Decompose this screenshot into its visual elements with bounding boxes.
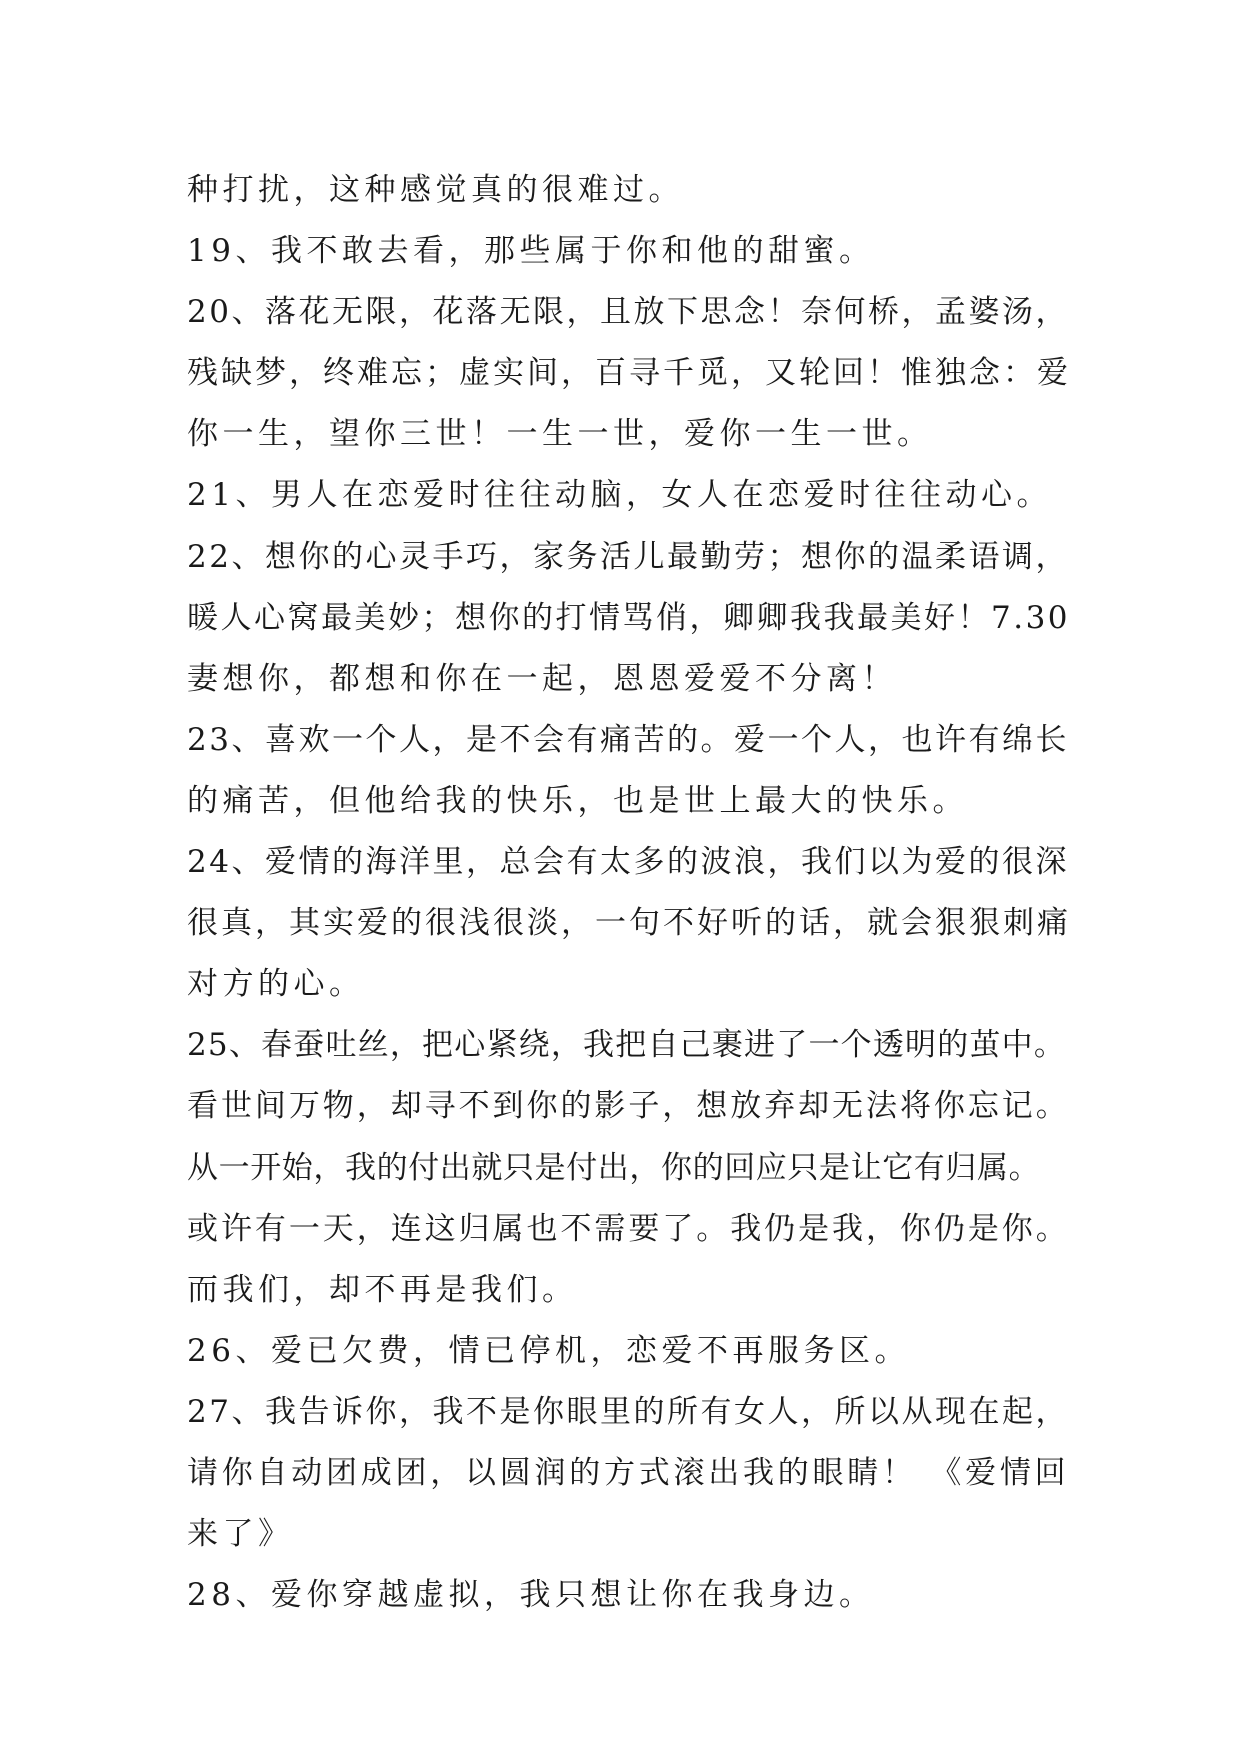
text-line: 残缺梦，终难忘；虚实间，百寻千觅，又轮回！惟独念：爱 <box>187 355 1071 392</box>
text-line: 20、落花无限，花落无限，且放下思念！奈何桥，孟婆汤， <box>187 294 1069 331</box>
text-line: 来了》 <box>187 1516 294 1553</box>
text-line: 暖人心窝最美妙；想你的打情骂俏，卿卿我我最美好！7.30 <box>187 599 1071 636</box>
text-line: 22、想你的心灵手巧，家务活儿最勤劳；想你的温柔语调， <box>187 538 1069 575</box>
text-line: 25、春蚕吐丝，把心紧绕，我把自己裹进了一个透明的茧中。 <box>187 1027 1067 1064</box>
text-line: 种打扰，这种感觉真的很难过。 <box>187 172 684 208</box>
text-line: 妻想你，都想和你在一起，恩恩爱爱不分离！ <box>187 660 897 697</box>
text-line: 19、我不敢去看，那些属于你和他的甜蜜。 <box>187 233 875 270</box>
text-body <box>187 160 1072 1626</box>
text-line: 21、男人在恋爱时往往动脑，女人在恋爱时往往动心。 <box>187 477 1052 514</box>
text-line: 请你自动团成团，以圆润的方式滚出我的眼睛！ 《爱情回 <box>187 1454 1070 1491</box>
text-line: 24、爱情的海洋里，总会有太多的波浪，我们以为爱的很深 <box>187 844 1069 881</box>
text-line: 对方的心。 <box>187 966 365 1003</box>
text-line: 27、我告诉你，我不是你眼里的所有女人，所以从现在起， <box>187 1393 1069 1430</box>
text-line: 28、爱你穿越虚拟，我只想让你在我身边。 <box>187 1577 875 1614</box>
text-line: 的痛苦，但他给我的快乐，也是世上最大的快乐。 <box>187 782 968 819</box>
text-line: 而我们，却不再是我们。 <box>187 1271 578 1308</box>
text-line: 看世间万物，却寻不到你的影子，想放弃却无法将你忘记。 <box>187 1088 1070 1125</box>
text-line: 从一开始，我的付出就只是付出，你的回应只是让它有归属。 <box>187 1149 1041 1186</box>
text-line: 很真，其实爱的很浅很淡，一句不好听的话，就会狠狠刺痛 <box>187 905 1071 942</box>
text-line: 23、喜欢一个人，是不会有痛苦的。爱一个人，也许有绵长 <box>187 721 1069 758</box>
text-line: 26、爱已欠费，情已停机，恋爱不再服务区。 <box>187 1332 910 1369</box>
text-line: 或许有一天，连这归属也不需要了。我仍是我，你仍是你。 <box>187 1210 1070 1247</box>
text-line: 你一生，望你三世！一生一世，爱你一生一世。 <box>187 416 933 453</box>
